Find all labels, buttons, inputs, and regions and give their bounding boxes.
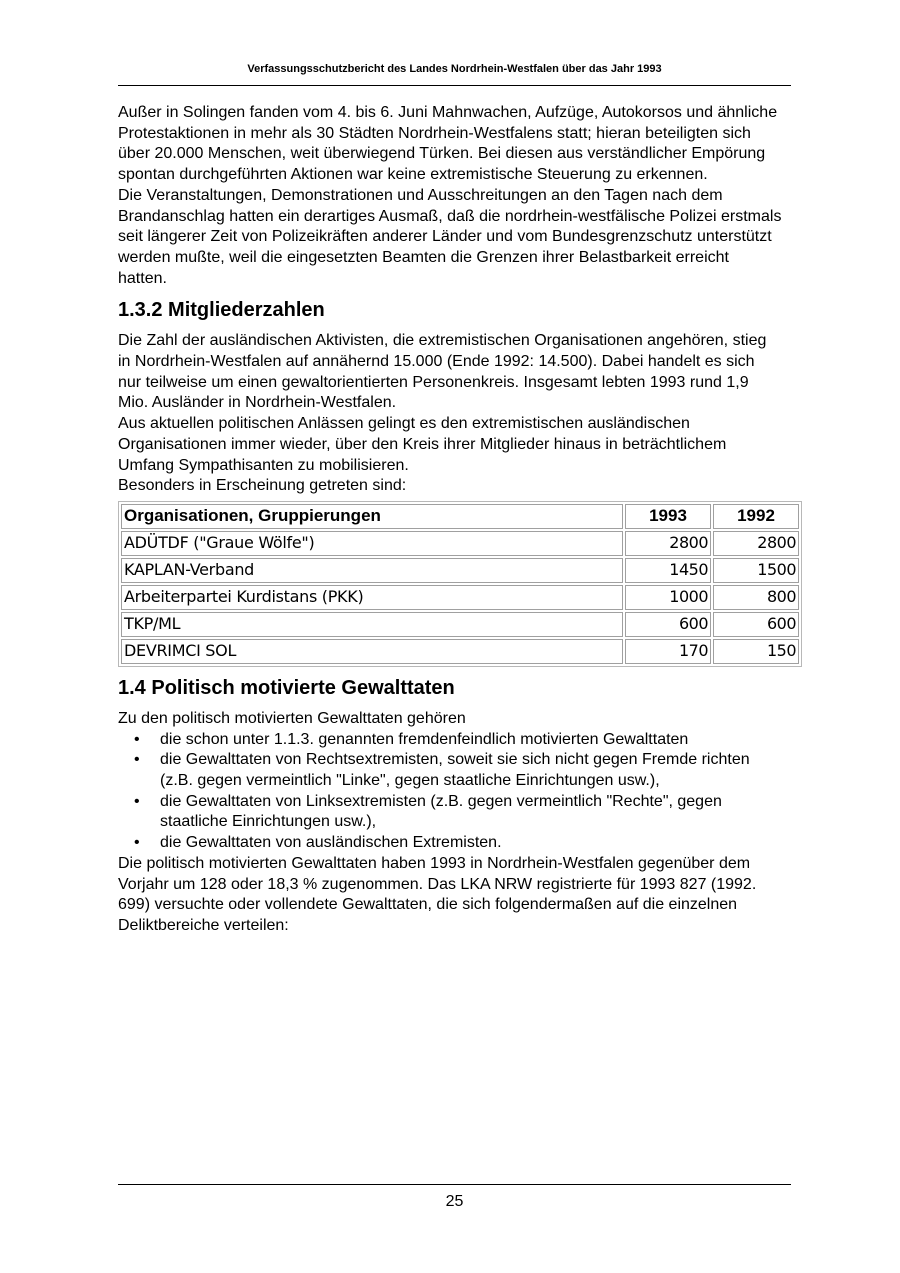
members-1993: 170 <box>625 639 711 664</box>
column-header-1992: 1992 <box>713 504 799 529</box>
list-item-text: die schon unter 1.1.3. genannten fremdenfeindlich motivierten Gewalttaten <box>160 730 689 748</box>
page-header-title: Verfassungsschutzbericht des Landes Nordrhein-Westfalen über das Jahr 1993 <box>247 63 662 75</box>
organization-name: KAPLAN-Verband <box>121 558 623 583</box>
list-item <box>134 750 782 791</box>
list-item-text: die Gewalttaten von Linksextremisten (z.B. gegen vermeintlich "Rechte", gegen staatliche Einrichtungen usw.), <box>160 792 722 831</box>
bullet-icon: • <box>134 751 140 769</box>
organization-name: DEVRIMCI SOL <box>121 639 623 664</box>
intro-paragraph-2: Die Veranstaltungen, Demonstrationen und Ausschreitungen an den Tagen nach dem Brandanschlag hatten ein derartiges Ausmaß, daß die nordrhein-westfälische Polizei erstmals seit längerer Zeit von Polizeikräften anderer Länder und vom Bundesgrenzschutz unterstützt werden mußte, weil die eingesetzten Beamten die Grenzen ihrer Belastbarkeit erreicht hatten. <box>118 186 782 287</box>
organization-name: TKP/ML <box>121 612 623 637</box>
violence-intro: Zu den politisch motivierten Gewalttaten gehören <box>118 709 466 727</box>
intro-paragraph-1: Außer in Solingen fanden vom 4. bis 6. Juni Mahnwachen, Aufzüge, Autokorsos und ähnliche Protestaktionen in mehr als 30 Städten Nordrhein-Westfalens statt; hieran beteiligten sich über 20.000 Menschen, weit überwiegend Türken. Bei diesen aus verständlicher Empörung spontan durchgeführten Aktionen war keine extremistische Steuerung zu erkennen. <box>118 104 778 184</box>
table-header-row <box>121 504 799 529</box>
page-content <box>118 103 796 937</box>
organization-name: ADÜTDF ("Graue Wölfe") <box>121 531 623 556</box>
section-heading-membership: 1.3.2 Mitgliederzahlen <box>118 299 325 322</box>
members-1992: 1500 <box>713 558 799 583</box>
header-divider <box>118 85 791 86</box>
table-row <box>121 612 799 637</box>
list-item <box>134 792 782 833</box>
members-1992: 150 <box>713 639 799 664</box>
bullet-icon: • <box>134 792 140 810</box>
members-1993: 1450 <box>625 558 711 583</box>
section-heading-violence: 1.4 Politisch motivierte Gewalttaten <box>118 676 455 699</box>
organizations-table <box>118 501 802 667</box>
footer-divider <box>118 1184 791 1185</box>
membership-paragraph-3: Besonders in Erscheinung getreten sind: <box>118 477 407 495</box>
list-item <box>134 833 782 854</box>
membership-paragraph-1: Die Zahl der ausländischen Aktivisten, die extremistischen Organisationen angehören, stieg in Nordrhein-Westfalen auf annähernd 15.000 (Ende 1992: 14.500). Dabei handelt es sich nur teilweise um einen gewaltorientierten Personenkreis. Insgesamt lebten 1993 rund 1,9 Mio. Ausländer in Nordrhein-Westfalen. <box>118 332 767 412</box>
column-header-organizations: Organisationen, Gruppierungen <box>121 504 623 529</box>
list-item <box>134 730 782 751</box>
members-1993: 1000 <box>625 585 711 610</box>
members-1993: 600 <box>625 612 711 637</box>
violence-closing-paragraph: Die politisch motivierten Gewalttaten haben 1993 in Nordrhein-Westfalen gegenüber dem Vorjahr um 128 oder 18,3 % zugenommen. Das LKA NRW registrierte für 1993 827 (1992. 699) versuchte oder vollendete Gewalttaten, die sich folgendermaßen auf die einzelnen Deliktbereiche verteilen: <box>118 854 757 934</box>
list-item-text: die Gewalttaten von ausländischen Extremisten. <box>160 834 502 852</box>
table-row <box>121 639 799 664</box>
list-item-text: die Gewalttaten von Rechtsextremisten, soweit sie sich nicht gegen Fremde richten (z.B. gegen vermeintlich "Linke", gegen staatliche Einrichtungen usw.), <box>160 751 750 790</box>
violence-categories-list <box>118 730 782 854</box>
members-1992: 600 <box>713 612 799 637</box>
members-1992: 800 <box>713 585 799 610</box>
table-row <box>121 531 799 556</box>
column-header-1993: 1993 <box>625 504 711 529</box>
bullet-icon: • <box>134 834 140 852</box>
page-number: 25 <box>445 1193 464 1210</box>
membership-paragraph-2: Aus aktuellen politischen Anlässen gelingt es den extremistischen ausländischen Organisationen immer wieder, über den Kreis ihrer Mitglieder hinaus in beträchtlichem Umfang Sympathisanten zu mobilisieren. <box>118 415 727 474</box>
table-row <box>121 585 799 610</box>
members-1993: 2800 <box>625 531 711 556</box>
table-row <box>121 558 799 583</box>
organization-name: Arbeiterpartei Kurdistans (PKK) <box>121 585 623 610</box>
members-1992: 2800 <box>713 531 799 556</box>
bullet-icon: • <box>134 730 140 748</box>
